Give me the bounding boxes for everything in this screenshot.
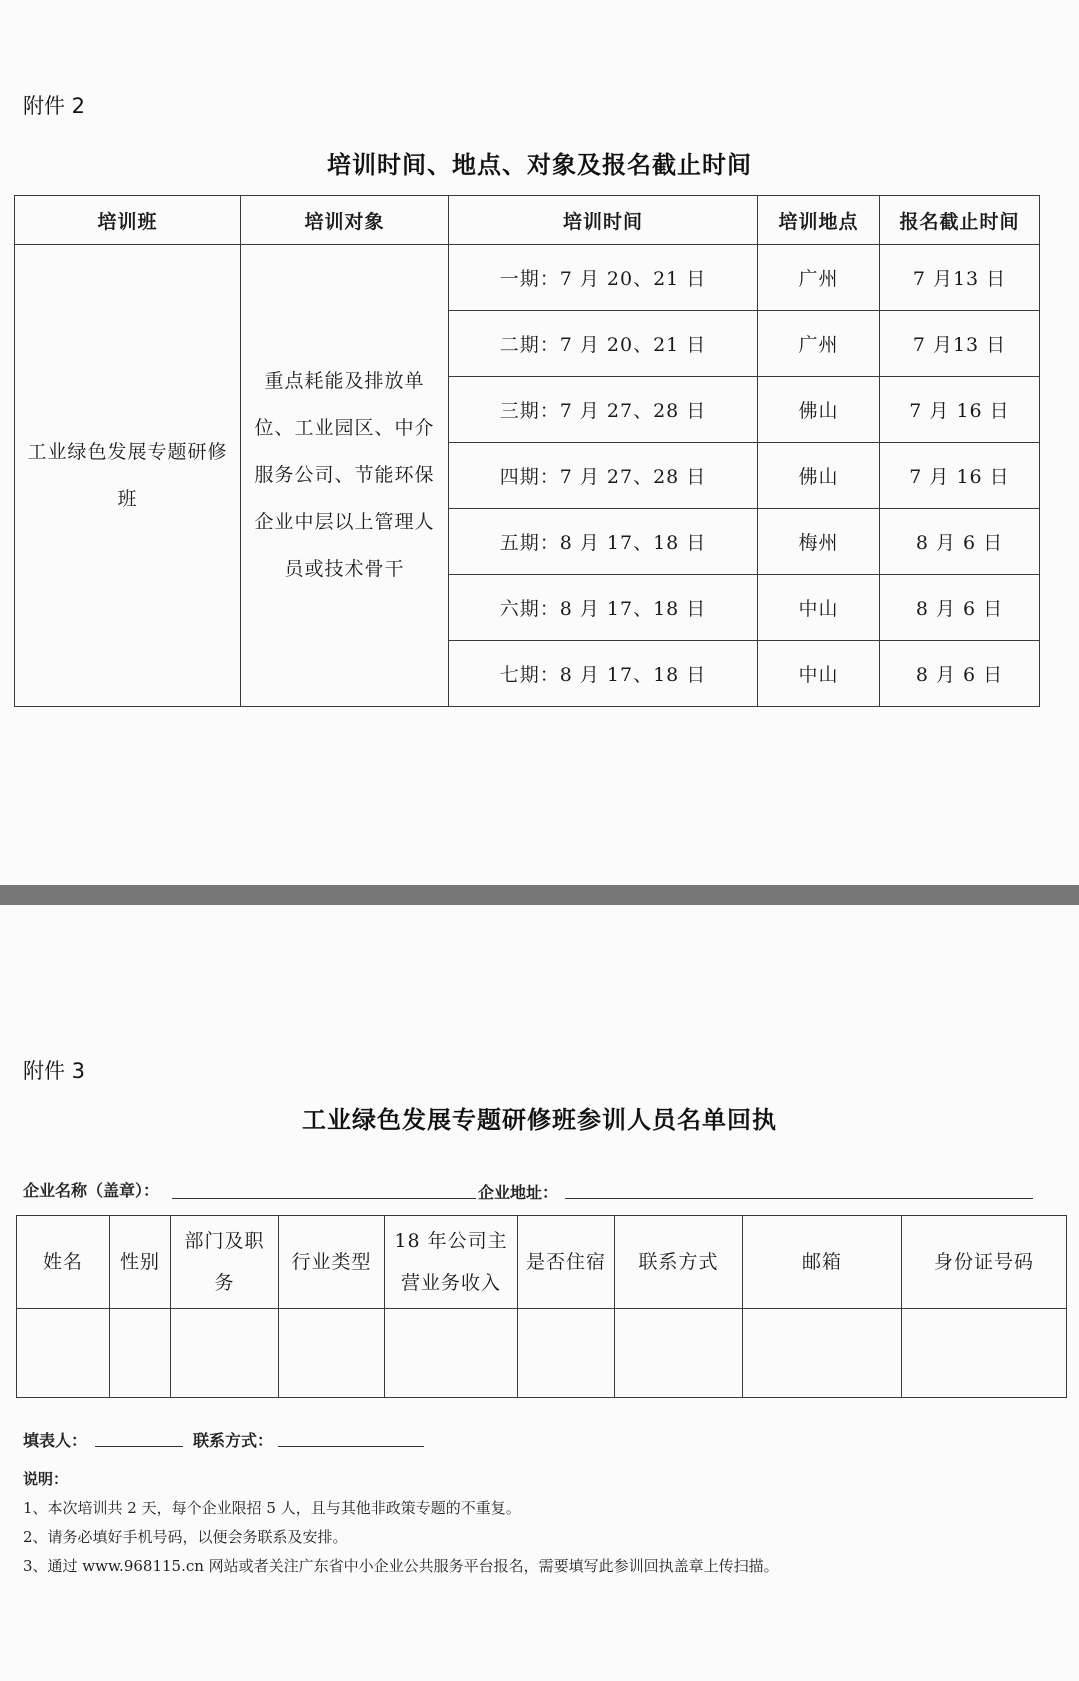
filler-line[interactable] [95,1446,183,1447]
place-cell: 梅州 [758,509,880,575]
deadline-cell: 7 月 16 日 [880,377,1040,443]
company-name-line[interactable] [172,1198,476,1199]
table-header-row [17,1216,1067,1309]
table-row [17,1309,1067,1398]
contact-input-cell[interactable] [615,1309,743,1398]
name-input-cell[interactable] [17,1309,110,1398]
deadline-cell: 8 月 6 日 [880,575,1040,641]
time-cell: 七期：8 月 17、18 日 [449,641,758,707]
header-cell: 培训对象 [241,196,449,245]
table-header-row [15,196,1040,245]
header-cell: 报名截止时间 [880,196,1040,245]
annex-label: 附件 2 [23,94,86,118]
table-row [15,245,1040,311]
company-address-line[interactable] [565,1198,1033,1199]
training-schedule-table [14,195,1040,707]
time-cell: 六期：8 月 17、18 日 [449,575,758,641]
class-name-cell: 工业绿色发展专题研修班 [15,245,241,707]
header-cell: 培训地点 [758,196,880,245]
note-item: 1、本次培训共 2 天，每个企业限招 5 人，且与其他非政策专题的不重复。 [23,1499,521,1517]
place-cell: 广州 [758,311,880,377]
filler-label: 填表人： [23,1431,88,1450]
time-cell: 二期：7 月 20、21 日 [449,311,758,377]
company-address-label: 企业地址： [478,1183,559,1202]
gender-input-cell[interactable] [110,1309,171,1398]
header-cell: 身份证号码 [902,1216,1067,1309]
time-cell: 五期：8 月 17、18 日 [449,509,758,575]
department-input-cell[interactable] [171,1309,279,1398]
industry-input-cell[interactable] [279,1309,385,1398]
header-cell: 联系方式 [615,1216,743,1309]
header-cell: 部门及职务 [171,1216,279,1309]
header-cell: 18 年公司主营业务收入 [385,1216,518,1309]
place-cell: 中山 [758,575,880,641]
header-cell: 培训时间 [449,196,758,245]
id-number-input-cell[interactable] [902,1309,1067,1398]
deadline-cell: 8 月 6 日 [880,641,1040,707]
page-title: 培训时间、地点、对象及报名截止时间 [327,150,752,179]
place-cell: 广州 [758,245,880,311]
deadline-cell: 7 月13 日 [880,245,1040,311]
header-cell: 行业类型 [279,1216,385,1309]
annex-label: 附件 3 [23,1059,86,1083]
time-cell: 一期：7 月 20、21 日 [449,245,758,311]
deadline-cell: 7 月13 日 [880,311,1040,377]
target-cell: 重点耗能及排放单位、工业园区、中介服务公司、节能环保企业中层以上管理人员或技术骨干 [241,245,449,707]
time-cell: 四期：7 月 27、28 日 [449,443,758,509]
deadline-cell: 7 月 16 日 [880,443,1040,509]
attachment-3-page [0,905,1079,1681]
place-cell: 佛山 [758,377,880,443]
note-item: 3、通过 www.968115.cn 网站或者关注广东省中小企业公共服务平台报名，需要填写此参训回执盖章上传扫描。 [23,1557,779,1575]
contact-line[interactable] [278,1446,424,1447]
header-cell: 姓名 [17,1216,110,1309]
notes-title: 说明： [23,1470,69,1488]
contact-label: 联系方式： [193,1431,274,1450]
header-cell: 培训班 [15,196,241,245]
email-input-cell[interactable] [743,1309,902,1398]
place-cell: 中山 [758,641,880,707]
deadline-cell: 8 月 6 日 [880,509,1040,575]
attendee-table [16,1215,1067,1398]
note-item: 2、请务必填好手机号码，以便会务联系及安排。 [23,1528,348,1546]
time-cell: 三期：7 月 27、28 日 [449,377,758,443]
header-cell: 性别 [110,1216,171,1309]
page-separator [0,885,1079,905]
place-cell: 佛山 [758,443,880,509]
notes-section [23,1465,779,1581]
page-title: 工业绿色发展专题研修班参训人员名单回执 [302,1105,777,1134]
company-name-label: 企业名称（盖章）： [23,1181,160,1200]
header-cell: 邮箱 [743,1216,902,1309]
lodging-input-cell[interactable] [518,1309,615,1398]
header-cell: 是否住宿 [518,1216,615,1309]
revenue-input-cell[interactable] [385,1309,518,1398]
